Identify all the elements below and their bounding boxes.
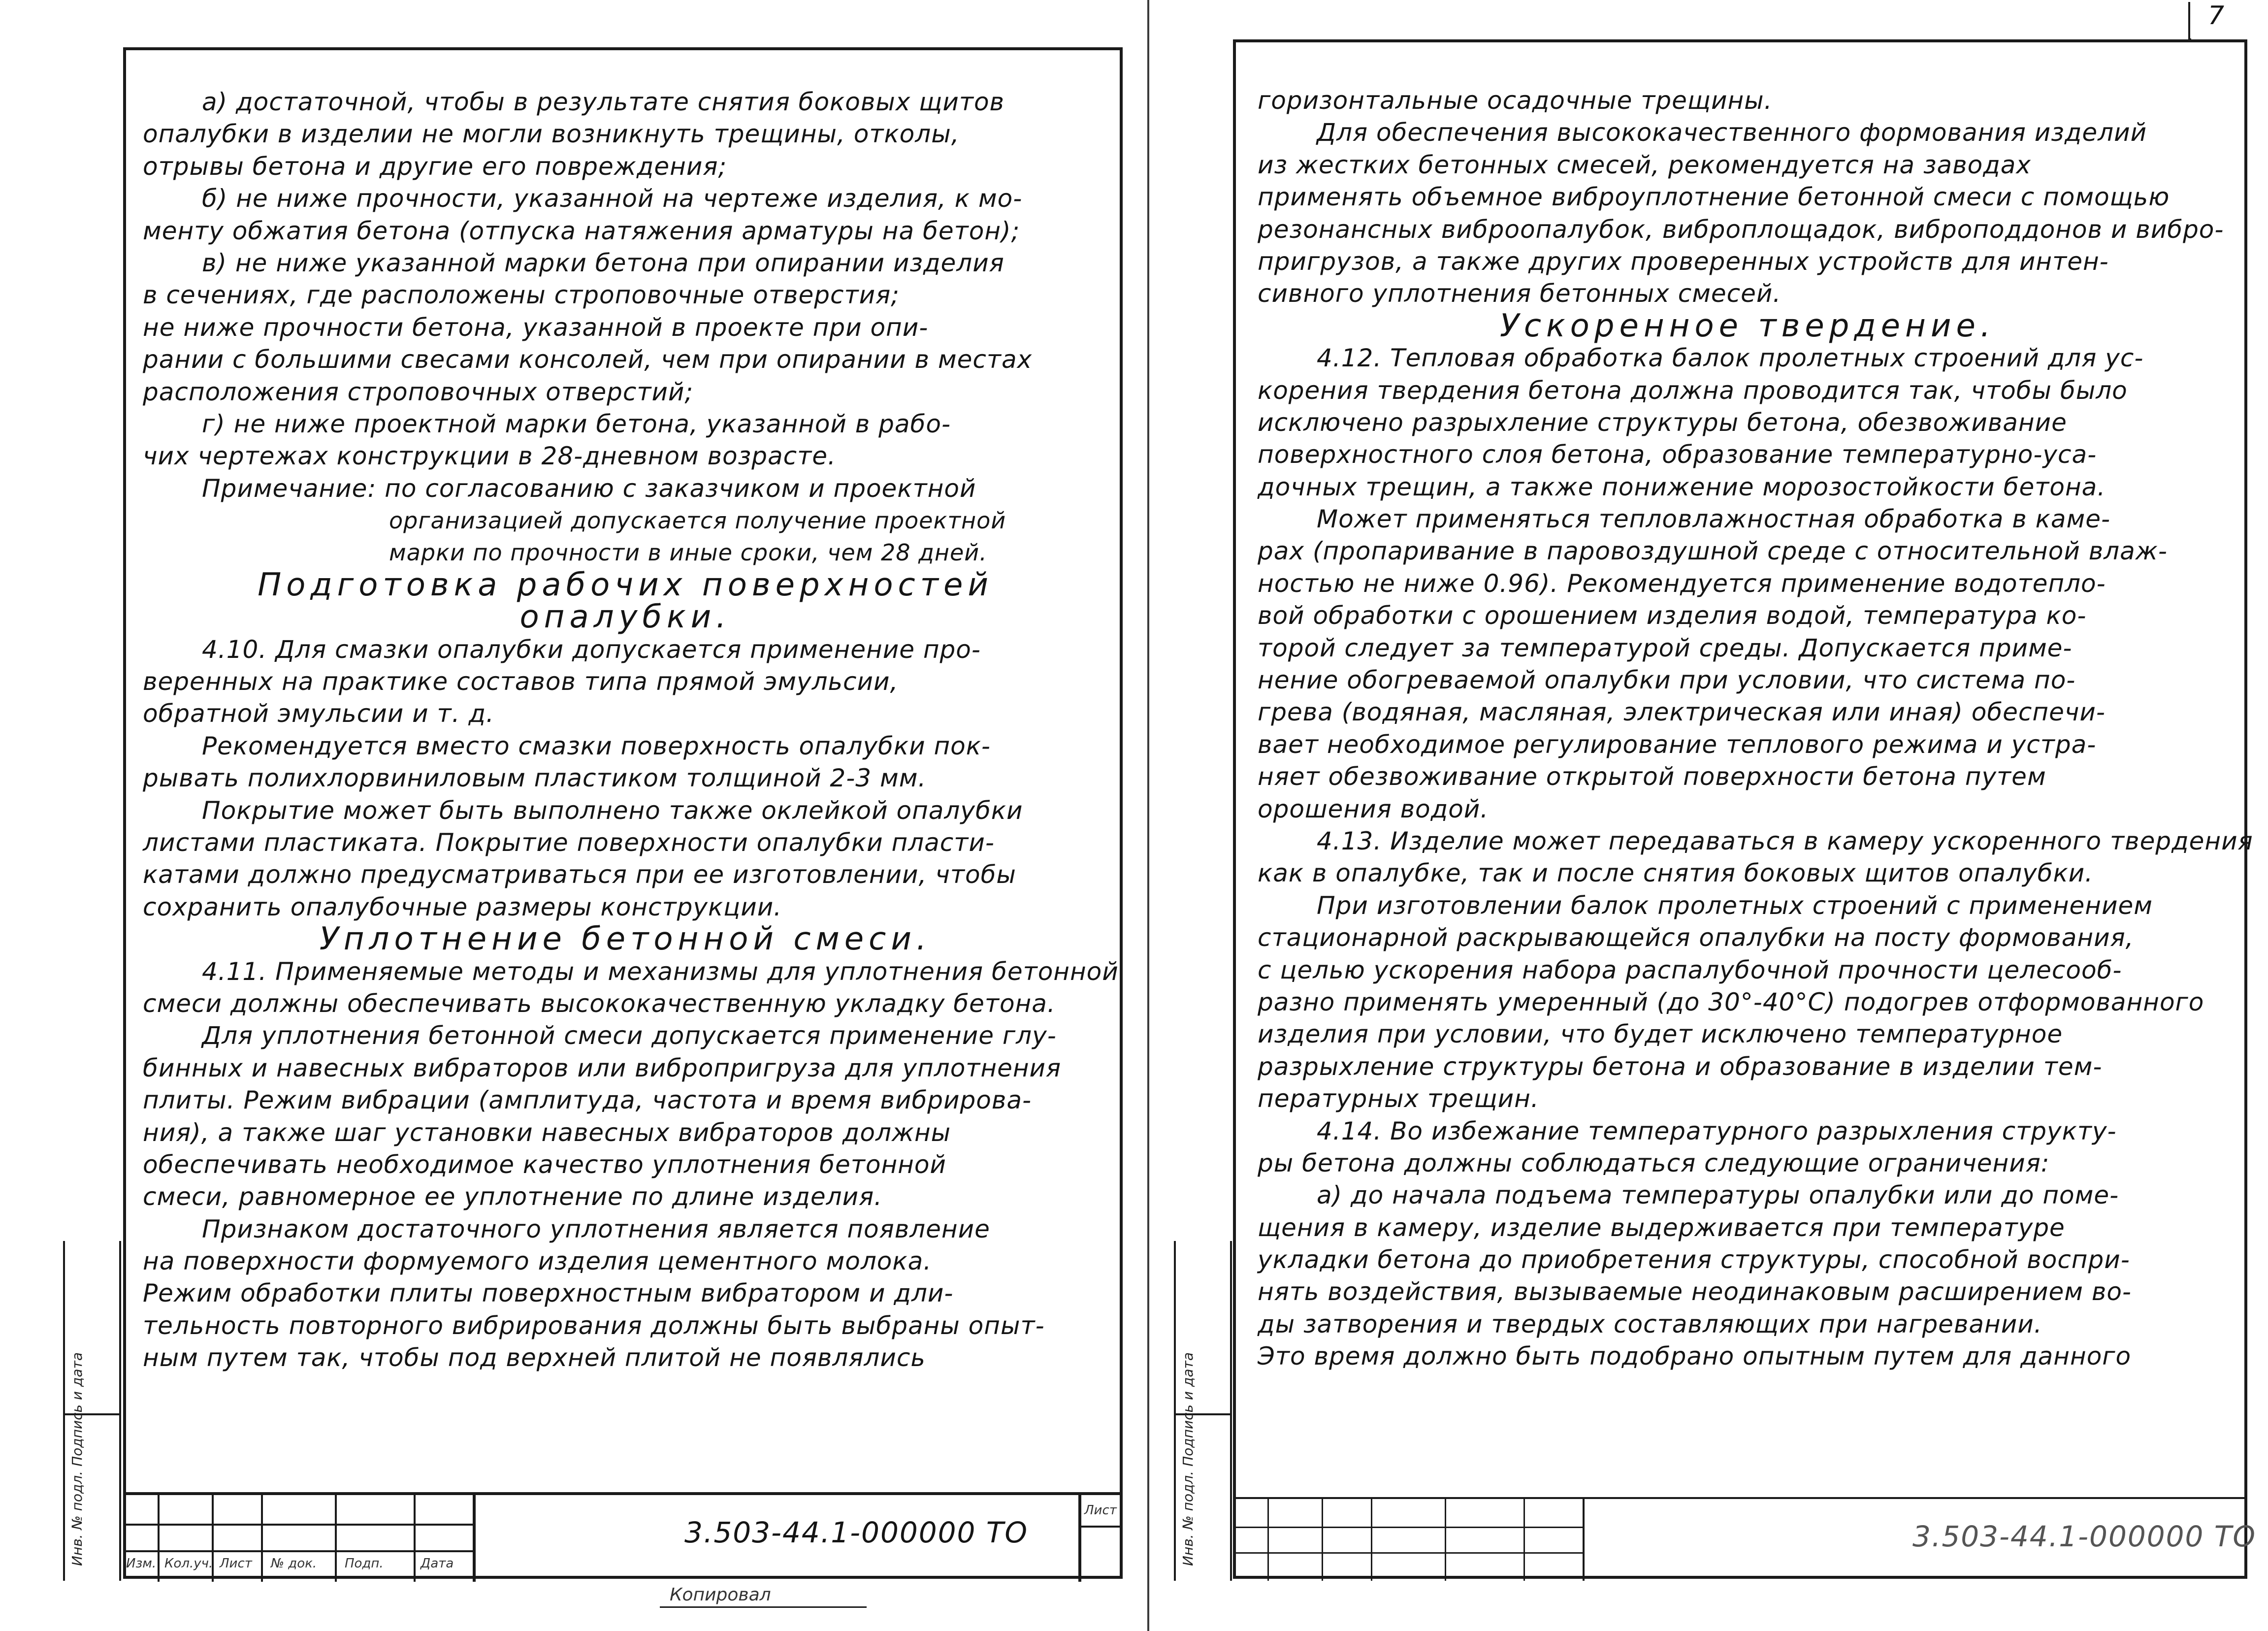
text-line: Может применяться тепловлажностная обработка в каме-: [1317, 505, 2111, 534]
text-line: рах (пропаривание в паровоздушной среде с относительной влаж-: [1258, 537, 2168, 566]
text-line: с целью ускорения набора распалубочной прочности целесооб-: [1258, 955, 2122, 984]
section-heading: опалубки.: [519, 599, 731, 636]
text-line: нение обогреваемой опалубки при условии, что система по-: [1258, 666, 2076, 695]
text-line: Режим обработки плиты поверхностным вибратором и дли-: [143, 1279, 954, 1308]
copied-by-label: Копировал: [670, 1585, 771, 1605]
text-line: в сечениях, где расположены строповочные отверстия;: [143, 281, 900, 310]
stamp-sheet-label: Лист: [1084, 1503, 1117, 1518]
text-line: нять воздействия, вызываемые неодинаковым расширением во-: [1258, 1277, 2132, 1306]
text-line: марки по прочности в иные сроки, чем 28 дней.: [389, 539, 987, 566]
text-line: обратной эмульсии и т. д.: [143, 699, 494, 728]
section-heading: Ускоренное твердение.: [1499, 307, 1996, 344]
text-line: стационарной раскрывающейся опалубки на посту формования,: [1258, 923, 2134, 952]
text-line: вой обработки с орошением изделия водой, температура ко-: [1258, 601, 2087, 630]
text-line: опалубки в изделии не могли возникнуть трещины, отколы,: [143, 120, 960, 149]
text-line: вает необходимое регулирование теплового режима и устра-: [1258, 730, 2097, 759]
right-page-text: [1258, 85, 2253, 1373]
text-line: щения в камеру, изделие выдерживается при температуре: [1258, 1213, 2065, 1242]
text-line: расположения строповочных отверстий;: [143, 377, 694, 406]
text-line: 4.10. Для смазки опалубки допускается применение про-: [202, 635, 981, 664]
text-line: Это время должно быть подобрано опытным путем для данного: [1258, 1342, 2132, 1371]
text-line: Рекомендуется вместо смазки поверхность опалубки пок-: [202, 731, 991, 760]
text-line: Для уплотнения бетонной смеси допускается применение глу-: [202, 1021, 1057, 1050]
text-line: катами должно предусматриваться при ее изготовлении, чтобы: [143, 860, 1016, 889]
text-line: на поверхности формуемого изделия цементного молока.: [143, 1247, 932, 1276]
right-page: [1149, 0, 2268, 1631]
left-page-text: [143, 86, 1119, 1374]
text-line: бинных и навесных вибраторов или вибропригруза для уплотнения: [143, 1053, 1062, 1082]
text-line: чих чертежах конструкции в 28-дневном возрасте.: [143, 442, 836, 471]
stamp-cell-list: Лист: [220, 1556, 252, 1571]
text-line: смеси должны обеспечивать высококачественную укладку бетона.: [143, 989, 1056, 1018]
right-binding-label: Инв. № подл. Подпись и дата: [1180, 1352, 1196, 1566]
text-line: ностью не ниже 0.96). Рекомендуется применение водотепло-: [1258, 569, 2106, 598]
text-line: 4.12. Тепловая обработка балок пролетных строений для ус-: [1317, 344, 2144, 373]
text-line: разрыхление структуры бетона и образование в изделии тем-: [1258, 1052, 2103, 1081]
text-line: Для обеспечения высококачественного формования изделий: [1317, 118, 2147, 147]
stamp-cell-kol: Кол.уч.: [164, 1556, 213, 1571]
text-line: а) достаточной, чтобы в результате снятия боковых щитов: [202, 88, 1005, 116]
text-line: Покрытие может быть выполнено также оклейкой опалубки: [202, 796, 1023, 825]
text-line: из жестких бетонных смесей, рекомендуется на заводах: [1258, 150, 2032, 179]
text-line: листами пластиката. Покрытие поверхности опалубки пласти-: [143, 828, 995, 857]
text-line: сивного уплотнения бетонных смесей.: [1258, 279, 1782, 308]
text-line: плиты. Режим вибрации (амплитуда, частота и время вибрирова-: [143, 1086, 1032, 1115]
text-line: поверхностного слоя бетона, образование температурно-уса-: [1258, 440, 2097, 469]
text-line: няет обезвоживание открытой поверхности бетона путем: [1258, 762, 2046, 791]
text-line: Признаком достаточного уплотнения является появление: [202, 1214, 990, 1243]
stamp-cell-data: Дата: [421, 1556, 454, 1571]
text-line: ры бетона должны соблюдаться следующие ограничения:: [1258, 1148, 2050, 1177]
section-heading: Подготовка рабочих поверхностей: [258, 566, 993, 603]
stamp-cell-doc: № док.: [271, 1556, 317, 1571]
text-line: не ниже прочности бетона, указанной в проекте при опи-: [143, 313, 929, 342]
text-line: разно применять умеренный (до 30°-40°С) подогрев отформованного: [1258, 987, 2204, 1016]
stamp-cell-izm: Изм.: [126, 1556, 157, 1571]
text-line: Примечание: по согласованию с заказчиком и проектной: [202, 474, 976, 503]
text-line: орошения водой.: [1258, 794, 1489, 823]
right-document-code: 3.503-44.1-000000 ТО: [1912, 1520, 2256, 1553]
text-line: корения твердения бетона должна проводится так, чтобы было: [1258, 376, 2128, 405]
text-line: 4.14. Во избежание температурного разрыхления структу-: [1317, 1116, 2117, 1145]
text-line: веренных на практике составов типа прямой эмульсии,: [143, 667, 899, 696]
text-line: сохранить опалубочные размеры конструкции.: [143, 892, 782, 921]
text-line: 4.11. Применяемые методы и механизмы для уплотнения бетонной: [202, 957, 1119, 986]
text-line: торой следует за температурой среды. Допускается приме-: [1258, 633, 2073, 662]
section-heading: Уплотнение бетонной смеси.: [319, 921, 932, 958]
text-line: применять объемное виброуплотнение бетонной смеси с помощью: [1258, 183, 2170, 212]
text-line: в) не ниже указанной марки бетона при опирании изделия: [202, 248, 1004, 277]
text-line: исключено разрыхление структуры бетона, обезвоживание: [1258, 408, 2067, 437]
page-number: 7: [2208, 1, 2225, 31]
text-line: грева (водяная, масляная, электрическая или иная) обеспечи-: [1258, 698, 2106, 727]
text-line: резонансных виброопалубок, виброплощадок, виброподдонов и вибро-: [1258, 215, 2224, 244]
text-line: рывать полихлорвиниловым пластиком толщиной 2-3 мм.: [143, 764, 927, 793]
text-line: горизонтальные осадочные трещины.: [1258, 86, 1773, 115]
text-line: ния), а также шаг установки навесных вибраторов должны: [143, 1118, 951, 1147]
text-line: При изготовлении балок пролетных строений с применением: [1317, 891, 2153, 920]
stamp-cell-podp: Подп.: [345, 1556, 384, 1571]
text-line: а) до начала подъема температуры опалубки или до поме-: [1317, 1181, 2119, 1210]
text-line: укладки бетона до приобретения структуры, способной воспри-: [1258, 1245, 2130, 1274]
text-line: отрывы бетона и другие его повреждения;: [143, 152, 727, 181]
text-line: г) не ниже проектной марки бетона, указанной в рабо-: [202, 409, 951, 438]
text-line: ды затворения и твердых составляющих при нагревании.: [1258, 1309, 2042, 1338]
text-line: 4.13. Изделие может передаваться в камеру ускоренного твердения: [1317, 826, 2253, 855]
text-line: пературных трещин.: [1258, 1084, 1539, 1113]
text-line: б) не ниже прочности, указанной на чертеже изделия, к мо-: [202, 184, 1023, 213]
left-document-code: 3.503-44.1-000000 ТО: [684, 1516, 1028, 1549]
text-line: смеси, равномерное ее уплотнение по длине изделия.: [143, 1182, 883, 1211]
text-line: организацией допускается получение проектной: [389, 507, 1006, 534]
text-line: пригрузов, а также других проверенных устройств для интен-: [1258, 247, 2109, 276]
text-line: обеспечивать необходимое качество уплотнения бетонной: [143, 1150, 946, 1179]
text-line: изделия при условии, что будет исключено температурное: [1258, 1020, 2063, 1049]
text-line: ным путем так, чтобы под верхней плитой не появлялись: [143, 1343, 926, 1372]
text-line: менту обжатия бетона (отпуска натяжения арматуры на бетон);: [143, 216, 1020, 245]
text-line: как в опалубке, так и после снятия боковых щитов опалубки.: [1258, 859, 2094, 888]
text-line: тельность повторного вибрирования должны быть выбраны опыт-: [143, 1311, 1045, 1340]
text-line: дочных трещин, а также понижение морозостойкости бетона.: [1258, 472, 2106, 501]
left-binding-label: Инв. № подл. Подпись и дата: [69, 1352, 85, 1566]
text-line: рании с большими свесами консолей, чем при опирании в местах: [143, 345, 1033, 374]
